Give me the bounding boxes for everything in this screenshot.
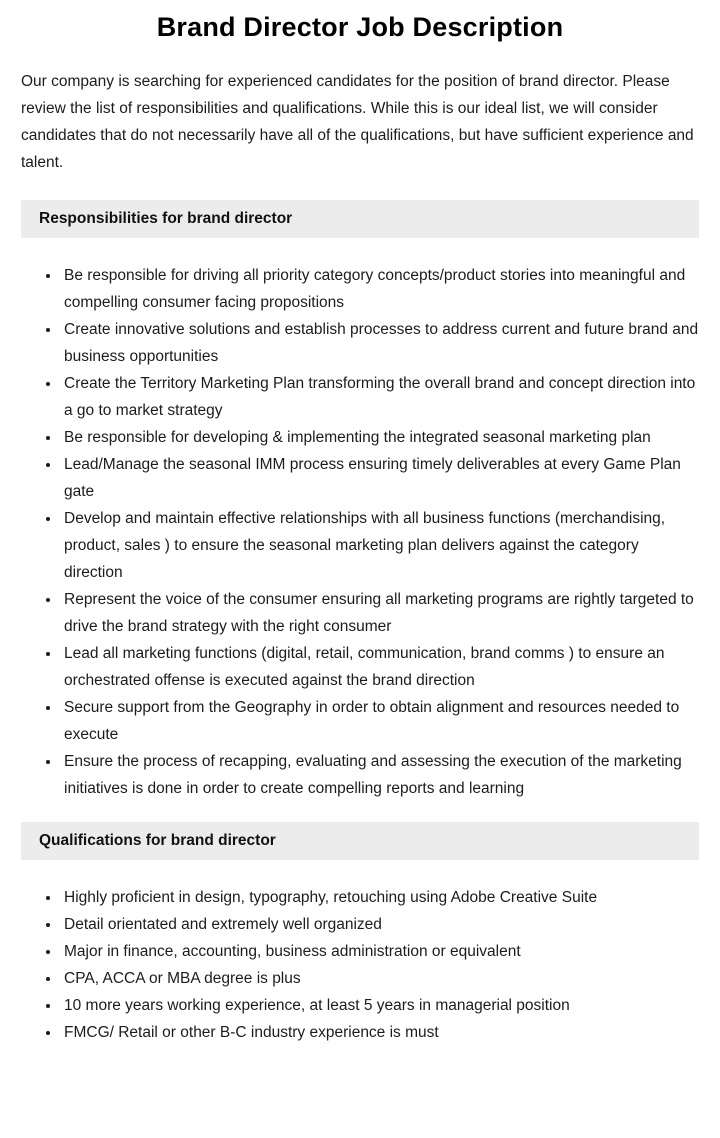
responsibilities-list [21,262,699,802]
list-item: • Lead all marketing functions (digital, retail, communication, brand comms ) to ensure an orchestrated offense is executed against the brand direction [61,640,699,694]
qualifications-section-header: Qualifications for brand director [21,822,699,860]
list-item: • Be responsible for driving all priority category concepts/product stories into meaningful and compelling consumer facing propositions [61,262,699,316]
list-item: • Secure support from the Geography in order to obtain alignment and resources needed to execute [61,694,699,748]
list-item: • Detail orientated and extremely well organized [61,911,699,938]
list-item: • Lead/Manage the seasonal IMM process ensuring timely deliverables at every Game Plan gate [61,451,699,505]
list-item: • Major in finance, accounting, business administration or equivalent [61,938,699,965]
list-item: • 10 more years working experience, at least 5 years in managerial position [61,992,699,1019]
list-item: • Ensure the process of recapping, evaluating and assessing the execution of the marketing initiatives is done in order to create compelling reports and learning [61,748,699,802]
list-item: • FMCG/ Retail or other B-C industry experience is must [61,1019,699,1046]
responsibilities-section [21,200,699,802]
list-item: • Develop and maintain effective relationships with all business functions (merchandising, product, sales ) to ensure the seasonal marketing plan delivers against the category direction [61,505,699,586]
list-item: • Be responsible for developing & implementing the integrated seasonal marketing plan [61,424,699,451]
list-item: • Create the Territory Marketing Plan transforming the overall brand and concept direction into a go to market strategy [61,370,699,424]
page-title: Brand Director Job Description [156,12,564,42]
intro-paragraph: Our company is searching for experienced candidates for the position of brand director. Please review the list of responsibilities and qualifications. While this is our ideal list, we will consider candidates that do not necessarily have all of the qualifications, but have sufficient experience and talent. [21,73,694,171]
list-item: • Create innovative solutions and establish processes to address current and future brand and business opportunities [61,316,699,370]
list-item: • Highly proficient in design, typography, retouching using Adobe Creative Suite [61,884,699,911]
qualifications-section [21,822,699,1046]
qualifications-list [21,884,699,1046]
list-item: • Represent the voice of the consumer ensuring all marketing programs are rightly targeted to drive the brand strategy with the right consumer [61,586,699,640]
responsibilities-section-header: Responsibilities for brand director [21,200,699,238]
list-item: • CPA, ACCA or MBA degree is plus [61,965,699,992]
